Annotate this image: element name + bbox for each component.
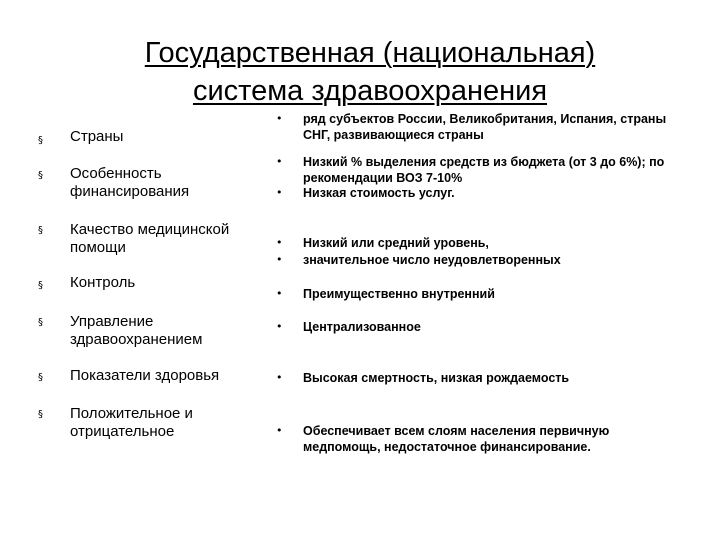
row-value-2: значительное число неудовлетворенных bbox=[303, 253, 561, 267]
right-bullet: • bbox=[276, 253, 283, 266]
right-bullet: • bbox=[276, 287, 283, 300]
title-line-2: система здравоохранения bbox=[192, 75, 548, 107]
right-bullet: • bbox=[276, 320, 283, 333]
left-bullet: § bbox=[38, 135, 43, 146]
row-label: Управление здравоохранением bbox=[70, 313, 203, 348]
right-bullet: • bbox=[276, 155, 283, 168]
right-bullet: • bbox=[276, 371, 283, 384]
left-bullet: § bbox=[38, 372, 43, 383]
left-bullet: § bbox=[38, 280, 43, 291]
row-value: Преимущественно внутренний bbox=[303, 287, 495, 301]
left-bullet: § bbox=[38, 409, 43, 420]
row-value: Обеспечивает всем слоям населения первичную медпомощь, недостаточное финансирование. bbox=[303, 424, 610, 454]
row-value: Централизованное bbox=[303, 320, 421, 334]
row-label: Качество медицинской помощи bbox=[70, 221, 230, 256]
left-bullet: § bbox=[38, 170, 43, 181]
row-label: Показатели здоровья bbox=[70, 367, 220, 384]
row-label: Страны bbox=[70, 128, 124, 145]
row-value: Низкий % выделения средств из бюджета (от 3 до 6%); по рекомендации ВОЗ 7-10% bbox=[303, 155, 665, 185]
right-bullet: • bbox=[276, 186, 283, 199]
page-title bbox=[60, 34, 680, 110]
title-line-1: Государственная (национальная) bbox=[144, 37, 596, 69]
left-bullet: § bbox=[38, 317, 43, 328]
right-bullet: • bbox=[276, 236, 283, 249]
left-bullet: § bbox=[38, 225, 43, 236]
row-value: Низкий или средний уровень, bbox=[303, 236, 489, 250]
row-label: Особенность финансирования bbox=[70, 165, 190, 200]
row-label: Положительное и отрицательное bbox=[70, 405, 193, 440]
row-label: Контроль bbox=[70, 274, 136, 291]
row-value: ряд субъектов России, Великобритания, Испания, страны СНГ, развивающиеся страны bbox=[303, 112, 667, 142]
row-value: Высокая смертность, низкая рождаемость bbox=[303, 371, 570, 385]
right-bullet: • bbox=[276, 112, 283, 125]
right-bullet: • bbox=[276, 424, 283, 437]
row-value-2: Низкая стоимость услуг. bbox=[303, 186, 455, 200]
